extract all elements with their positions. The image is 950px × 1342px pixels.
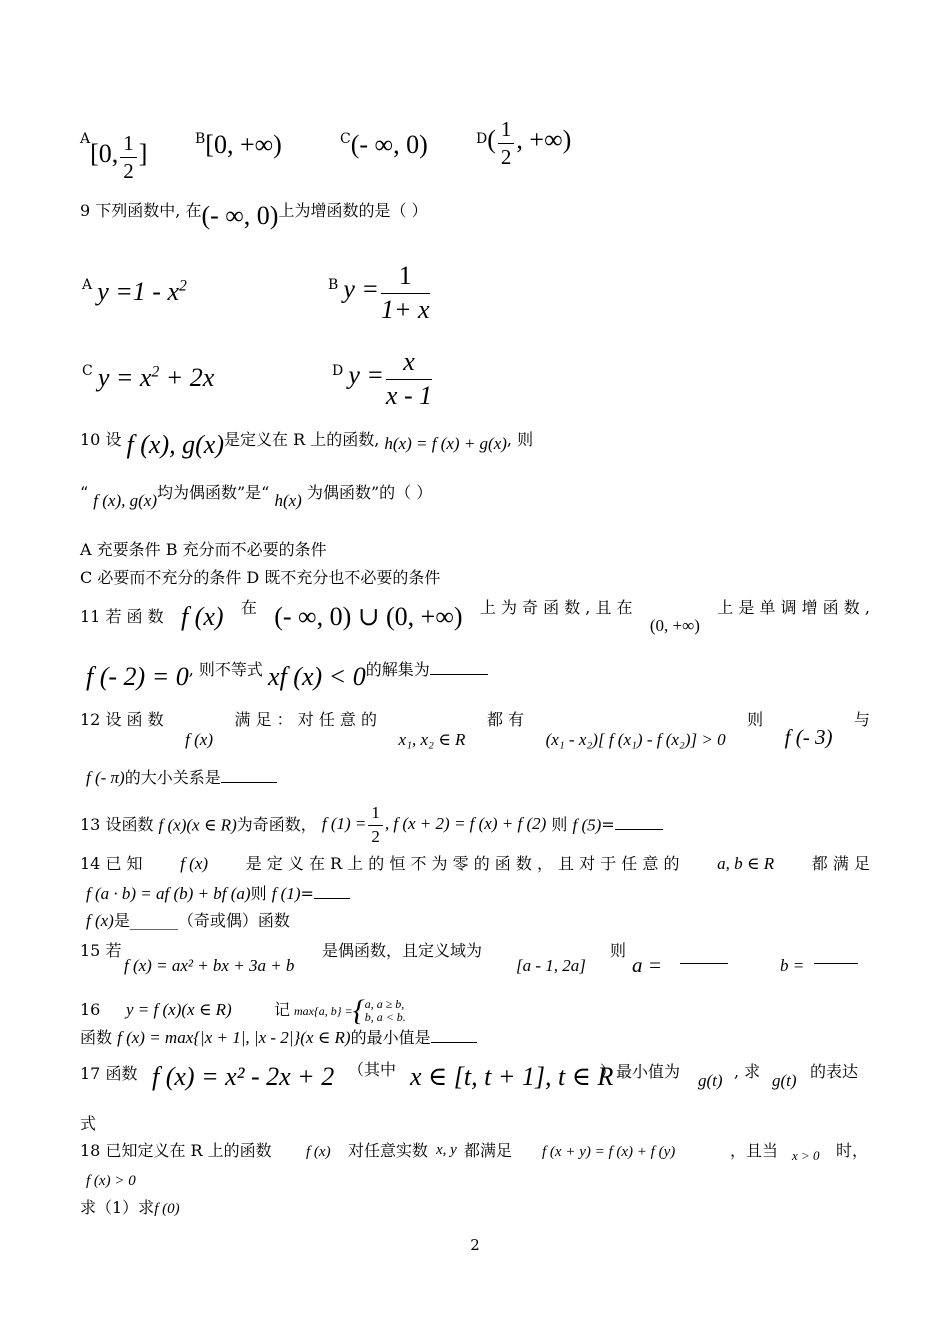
q17-cond: x ∈ [t, t + 1], t ∈ R: [410, 1062, 614, 1091]
q11-ineq: xf (x) < 0: [268, 662, 366, 691]
q12-fx: f (x): [185, 730, 213, 749]
q10-line2: “ f (x), g(x)均为偶函数”是“ h(x) 为偶函数”的（ ）: [80, 483, 433, 510]
q8-option-c-label: C: [340, 131, 351, 147]
q18-stem: 18 已知定义在 R 上的函数 f (x) 对任意实数 x, y 都满足 f (x + y) = f (x) + f (y) ，且当 x > 0 时，: [80, 1141, 869, 1163]
q10-options-ab: A 充要条件 B 充分而不必要的条件: [80, 540, 327, 559]
q18-line3: 求（1）求f (0): [80, 1198, 180, 1217]
q11-fx: f (x): [180, 602, 224, 631]
q16-max-def: max{a, b} = { a, a ≥ b, b, a < b.: [294, 994, 406, 1027]
q10-l2-h: h(x): [274, 491, 302, 510]
q9-options-cd: [80, 348, 870, 412]
q15-fx: f (x) = ax² + bx + 3a + b: [124, 956, 295, 975]
q8-option-a-label: A: [80, 131, 91, 147]
q8-option-d-fraction: $\frac{1}{2}$: [498, 118, 515, 169]
q10-h-def: h(x) = f (x) + g(x): [384, 434, 507, 453]
q14-l3-fx: f (x): [86, 911, 114, 930]
q11-cond: f (- 2) = 0: [86, 662, 189, 691]
q14-answer-blank-1[interactable]: [314, 884, 350, 899]
q10-post: , 则: [506, 430, 534, 449]
q17-gt: g(t): [698, 1071, 723, 1090]
q14-line2: f (a · b) = af (b) + bf (a)则 f (1)=: [80, 884, 870, 902]
q8-options: [80, 117, 870, 184]
q9-stem-post: 上为增函数的是（ ）: [278, 201, 428, 220]
q9-stem-pre: 9 下列函数中, 在: [80, 201, 202, 220]
q17-gt2: g(t): [772, 1071, 797, 1090]
q14-line3: f (x)是______（奇或偶）函数: [86, 911, 290, 930]
q16-stem: 16 y = f (x)(x ∈ R) 记 max{a, b} = { a, a ≥ b, b, a < b.: [80, 994, 406, 1027]
q12-f3: f (- 3): [784, 725, 833, 749]
q10-options-cd: C 必要而不充分的条件 D 既不充分也不必要的条件: [80, 568, 441, 587]
q11-stem: 11 若 函 数 f (x) 在 (- ∞, 0) ∪ (0, +∞) 上 为 奇 函 数 , 且 在 (0, +∞) 上 是 单 调 增 函 数 ,: [80, 598, 870, 635]
q12-vars: x₁, x₂ ∈ R: [398, 730, 466, 749]
q17-stem: 17 函数 f (x) = x² - 2x + 2 （其中 x ∈ [t, t + 1], t ∈ R ）最小值为 g(t) , 求 g(t) 的表达: [80, 1060, 859, 1091]
q8-option-c-expr: (- ∞, 0): [350, 130, 428, 159]
q10-l2-fg: f (x), g(x): [93, 491, 157, 510]
q8-option-a-pre: [0,: [90, 139, 119, 169]
q17-line2: 式: [80, 1114, 97, 1133]
q8-option-d-label: D: [476, 131, 488, 147]
q9-option-c-expr: $y = x^2 + 2x$: [97, 362, 215, 392]
q10-fg: f (x), g(x): [126, 430, 224, 459]
q10-pre: 10 设: [80, 430, 122, 449]
q18-line2: f (x) > 0: [86, 1173, 136, 1189]
q9-option-d-label: D: [332, 363, 344, 379]
q14-vars: a, b ∈ R: [717, 854, 775, 873]
q15-b-blank[interactable]: [814, 949, 858, 964]
q13-f1: f (1) = $\frac{1}{2}$ , f (x + 2) = f (x) + f (2): [321, 803, 547, 846]
q9-option-d-lhs: y =: [348, 360, 384, 390]
q8-option-d-pre: (: [487, 125, 496, 155]
q9-option-b-fraction: $\frac{1}{1+ x}$: [380, 261, 430, 324]
q12-ineq: (x₁ - x₂)[ f (x₁) - f (x₂)] > 0: [545, 730, 726, 749]
q15-a-eq: a =: [632, 953, 662, 977]
q11-line2: f (- 2) = 0, 则不等式 xf (x) < 0的解集为: [80, 660, 870, 690]
q9-options-ab: [80, 262, 870, 326]
q9-option-d-fraction: $\frac{x}{x - 1}$: [385, 347, 433, 410]
q15-b-eq: b =: [780, 956, 805, 975]
q14-fx: f (x): [180, 854, 209, 873]
q11-answer-blank[interactable]: [430, 660, 488, 675]
q18-rel: f (x + y) = f (x) + f (y): [542, 1144, 676, 1160]
q12-answer-blank[interactable]: [221, 768, 277, 783]
q9-stem: [80, 203, 870, 229]
q17-fx: f (x) = x² - 2x + 2: [152, 1062, 335, 1091]
q12-line2: f (- π)的大小关系是: [80, 768, 870, 786]
q8-option-b-label: B: [195, 131, 206, 147]
page-number: 2: [470, 1236, 480, 1254]
q11-domain: (- ∞, 0) ∪ (0, +∞): [274, 602, 463, 631]
q18-f0: f (0): [154, 1201, 180, 1217]
q11-interval: (0, +∞): [649, 616, 700, 635]
q10-stem: [80, 432, 870, 458]
q8-option-b-expr: [0, +∞): [205, 130, 282, 159]
q9-option-b-label: B: [328, 277, 339, 293]
q16-line2: 函数 f (x) = max{|x + 1|, |x - 2|}(x ∈ R)的最小值是: [80, 1028, 870, 1046]
q15-stem: 15 若 f (x) = ax² + bx + 3a + b 是偶函数，且定义域为 [a - 1, 2a] 则 a = b =: [80, 943, 870, 979]
q8-option-a-post: ]: [138, 139, 148, 169]
q14-rel: f (a · b) = af (b) + bf (a): [86, 884, 251, 903]
q13-answer-blank[interactable]: [615, 815, 663, 830]
q16-l2-fx: f (x) = max{|x + 1|, |x - 2|}(x ∈ R): [117, 1028, 351, 1047]
q18-fx: f (x): [306, 1144, 331, 1160]
q9-option-a-label: A: [82, 277, 93, 293]
q10-mid: 是定义在 R 上的函数,: [223, 430, 380, 449]
q16-fx: y = f (x)(x ∈ R): [126, 1000, 232, 1019]
q13-fx: f (x)(x ∈ R): [158, 815, 237, 835]
q15-dom: [a - 1, 2a]: [516, 956, 586, 975]
q13-f5: f (5): [572, 815, 602, 835]
q13-stem: 13 设函数 f (x)(x ∈ R)为奇函数， f (1) = $\frac{1}{2}$ , f (x + 2) = f (x) + f (2) 则 f (5)=: [80, 804, 870, 848]
q9-option-c-label: C: [82, 363, 93, 379]
q9-option-b-lhs: y =: [343, 274, 379, 304]
q9-option-a-expr: $y =1 - x^2$: [97, 276, 187, 306]
q12-fpi: f (- π): [86, 768, 125, 787]
q18-xy: x, y: [436, 1142, 457, 1158]
q16-answer-blank[interactable]: [431, 1028, 477, 1043]
q14-stem: 14 已 知 f (x) 是 定 义 在 R 上 的 恒 不 为 零 的 函 数 ， 且 对 于 任 意 的 a, b ∈ R 都 满 足: [80, 853, 870, 873]
q15-a-blank[interactable]: [680, 949, 728, 964]
q8-option-a-fraction: $\frac{1}{2}$: [120, 132, 137, 183]
q14-f1: f (1): [271, 884, 301, 903]
q18-cond: x > 0: [792, 1148, 820, 1163]
q12-stem: 12 设 函 数 f (x) 满 足 ： 对 任 意 的 x₁, x₂ ∈ R 都 有 (x₁ - x₂)[ f (x₁) - f (x₂)] > 0 则 f (- 3) 与: [80, 710, 870, 749]
q8-option-d-post: , +∞): [516, 125, 572, 155]
q9-interval: (- ∞, 0): [201, 201, 279, 230]
